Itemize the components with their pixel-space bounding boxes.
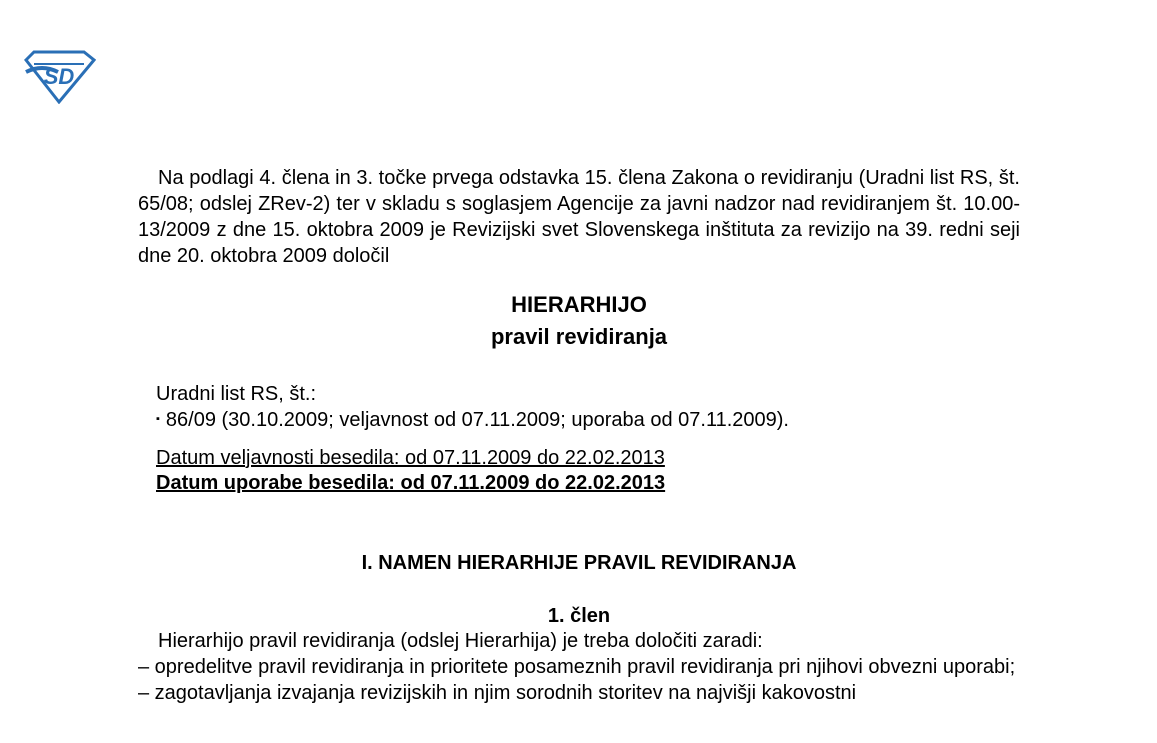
article-title: 1. člen — [547, 604, 611, 627]
sir-logo-icon — [22, 50, 96, 104]
bullet-icon: ▪ — [156, 412, 160, 425]
official-gazette — [156, 381, 1020, 434]
gazette-entry-text: 86/09 (30.10.2009; veljavnost od 07.11.2009; uporaba od 07.11.2009). — [165, 409, 789, 431]
title-line-1: HIERARHIJO — [511, 292, 647, 317]
list-item: – zagotavljanja izvajanja revizijskih in njim sorodnih storitev na najvišji kakovostni — [138, 681, 857, 704]
title-line-2: pravil revidiranja — [490, 324, 668, 349]
gazette-entry — [156, 407, 1020, 434]
validity-date: Datum veljavnosti besedila: od 07.11.2009 do 22.02.2013 — [156, 446, 665, 469]
document-title — [138, 289, 1020, 353]
gazette-label: Uradni list RS, št.: — [156, 383, 317, 405]
article-intro: Hierarhijo pravil revidiranja (odslej Hierarhija) je treba določiti zaradi: — [158, 629, 763, 652]
preamble: Na podlagi 4. člena in 3. točke prvega odstavka 15. člena Zakona o revidiranju (Uradni list RS, št. 65/08; odslej ZRev-2) ter v skladu s soglasjem Agencije za javni nadzor nad revidiranjem št. 10.00-13/2009 z dne 15. oktobra 2009 je Revizijski svet Slovenskega inštituta za revizijo na 39. redni seji dne 20. oktobra 2009 določil — [138, 167, 1020, 267]
section-title: I. NAMEN HIERARHIJE PRAVIL REVIDIRANJA — [361, 551, 797, 574]
logo-text: SD — [43, 64, 75, 89]
document-body — [138, 165, 1020, 706]
validity-dates — [156, 446, 1020, 496]
list-item: – opredelitve pravil revidiranja in prioritete posameznih pravil revidiranja pri njihovi obvezni uporabi; — [138, 655, 1016, 678]
use-date: Datum uporabe besedila: od 07.11.2009 do 22.02.2013 — [156, 471, 666, 494]
